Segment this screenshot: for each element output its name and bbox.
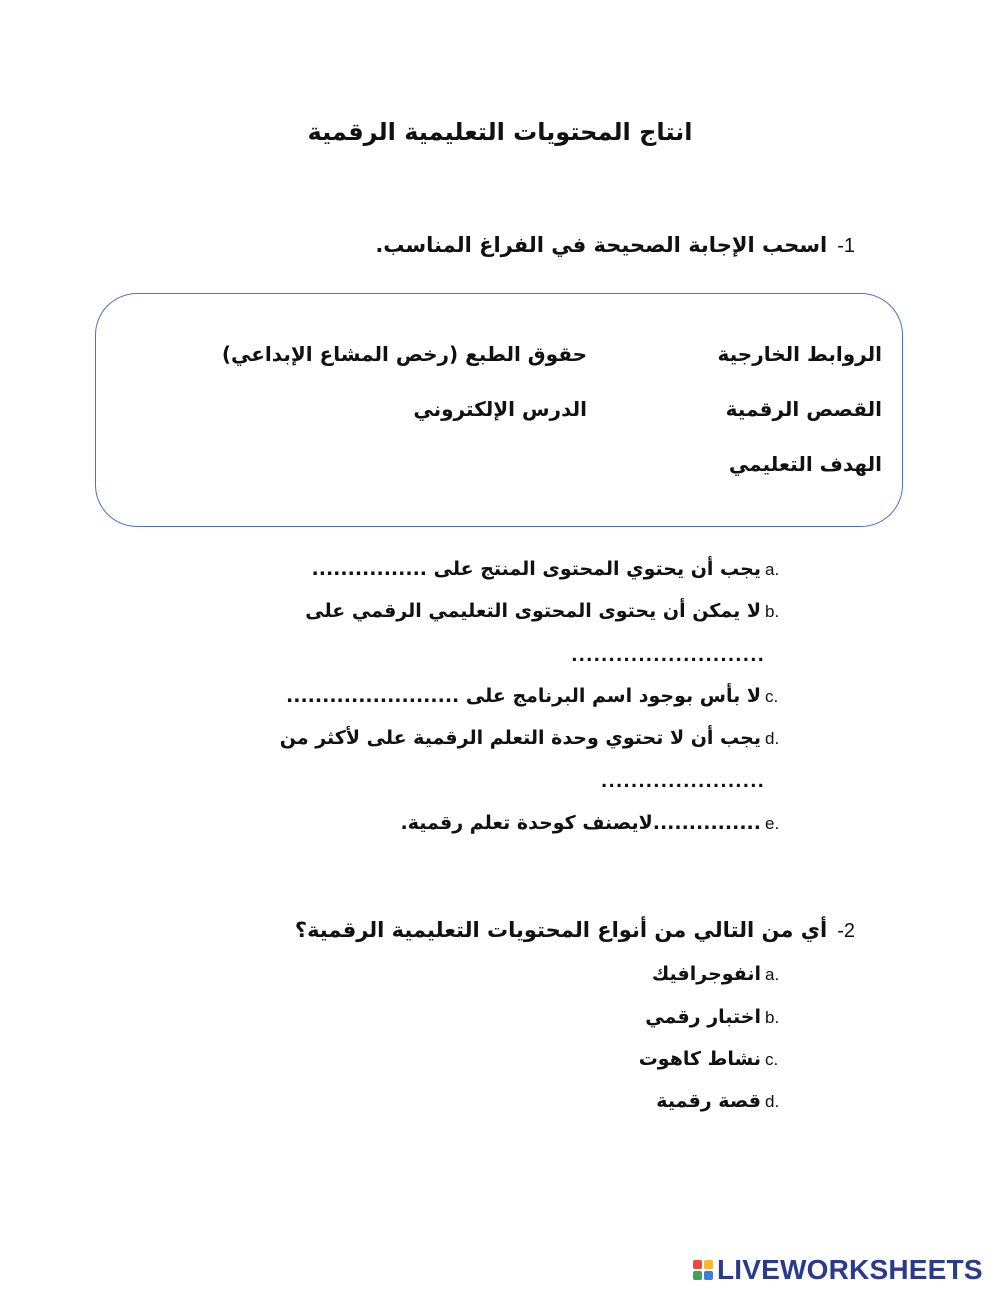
option-label: c. — [765, 1050, 779, 1069]
question-2-text: أي من التالي من أنواع المحتويات التعليمية الرقمية؟ — [294, 918, 828, 942]
option-text[interactable]: نشاط كاهوت — [638, 1048, 761, 1070]
item-label: e. — [765, 814, 780, 833]
item-label: a. — [765, 560, 780, 579]
logo-square-icon — [693, 1260, 702, 1269]
option-label: b. — [765, 1008, 780, 1027]
item-label: d. — [765, 729, 780, 748]
liveworksheets-logo — [693, 1254, 983, 1286]
page-title: انتاج المحتويات التعليمية الرقمية — [307, 118, 693, 146]
item-text[interactable]: ...............لايصنف كوحدة تعلم رقمية. — [400, 812, 761, 834]
question-2-number: -2 — [837, 920, 855, 942]
q1-item-d — [280, 727, 795, 749]
item-text: يجب أن لا تحتوي وحدة التعلم الرقمية على لأكثر من — [279, 727, 761, 749]
option-label: a. — [765, 965, 780, 984]
item-text[interactable]: يجب أن يحتوي المحتوى المنتج على ................ — [311, 558, 761, 580]
q2-option-b[interactable] — [645, 1006, 795, 1028]
item-label: b. — [765, 602, 780, 621]
question-2-heading — [295, 918, 855, 943]
q1-item-a — [312, 558, 795, 580]
option-text[interactable]: انفوجرافيك — [651, 963, 761, 985]
bank-item-copyright[interactable]: حقوق الطبع (رخص المشاع الإبداعي) — [221, 342, 587, 366]
bank-item-learning-objective[interactable]: الهدف التعليمي — [728, 452, 882, 476]
logo-grid-icon — [693, 1260, 713, 1280]
item-label: c. — [765, 687, 779, 706]
bank-item-digital-stories[interactable]: القصص الرقمية — [725, 397, 882, 421]
q2-option-d[interactable] — [656, 1090, 795, 1112]
logo-square-icon — [704, 1260, 713, 1269]
q1-item-d-blank[interactable]: ...................... — [600, 772, 765, 792]
q1-item-c — [286, 685, 795, 707]
bank-item-external-links[interactable]: الروابط الخارجية — [717, 342, 882, 366]
q2-option-a[interactable] — [652, 963, 795, 985]
q1-item-b — [305, 600, 795, 622]
logo-square-icon — [693, 1271, 702, 1280]
question-1-heading — [375, 233, 855, 258]
q1-item-b-blank[interactable]: .......................... — [571, 646, 765, 666]
q1-item-e — [401, 812, 795, 834]
option-label: d. — [765, 1092, 780, 1111]
question-1-number: -1 — [837, 235, 855, 257]
item-text: لا يمكن أن يحتوى المحتوى التعليمي الرقمي على — [305, 600, 761, 622]
answer-bank — [95, 293, 903, 527]
bank-item-e-lesson[interactable]: الدرس الإلكتروني — [413, 397, 587, 421]
logo-square-icon — [704, 1271, 713, 1280]
item-text[interactable]: لا بأس بوجود اسم البرنامج على ........................ — [286, 685, 761, 707]
logo-text: LIVEWORKSHEETS — [717, 1254, 983, 1285]
option-text[interactable]: قصة رقمية — [656, 1090, 761, 1112]
q2-option-c[interactable] — [639, 1048, 795, 1070]
question-1-text: اسحب الإجابة الصحيحة في الفراغ المناسب. — [375, 233, 828, 257]
option-text[interactable]: اختبار رقمي — [645, 1006, 761, 1028]
